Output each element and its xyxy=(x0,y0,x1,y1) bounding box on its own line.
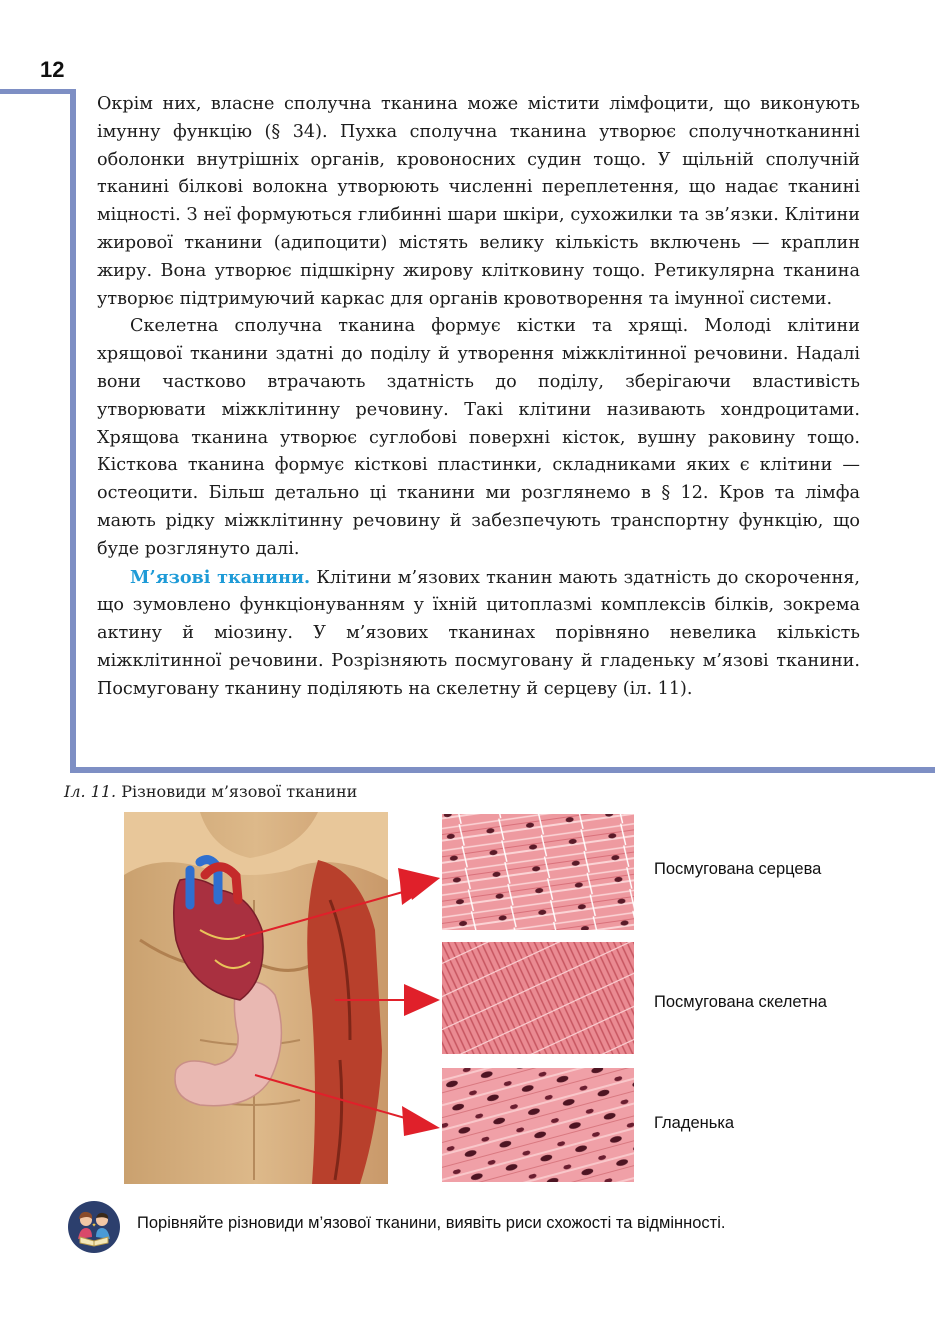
figure-caption xyxy=(64,782,357,801)
paragraph-muscle-tissue xyxy=(97,564,860,704)
label-smooth: Гладенька xyxy=(654,1114,735,1132)
label-cardiac: Посмугована серцева xyxy=(654,860,822,878)
task-instruction: Порівняйте різновиди м’язової тканини, виявіть риси схожості та відмінності. xyxy=(137,1214,726,1232)
figure-number: Іл. 11. xyxy=(64,782,117,801)
frame-bottom-rule xyxy=(70,767,935,773)
students-reading-icon xyxy=(68,1201,120,1253)
paragraph-muscle-text: Клітини м’язових тканин мають здатність до скорочення, що зумовлено функціонуванням у їхній цитоплазмі комплексів білків, зокрема актину й міозину. У м’язових тканинах порівняно невелика кількість міжклітинної речовини. Розрізняють посмуговану й гладеньку м’язові тканини. Посмуговану тканину поділяють на скелетну й серцеву (іл. 11). xyxy=(97,567,860,699)
paragraph-skeletal-connective: Скелетна сполучна тканина формує кістки та хрящі. Молоді клітини хрящової тканини здатні до поділу й утворення міжклітинної речовини. Надалі вони частково втрачають здатність до поділу, зберігаючи властивість утворювати міжклітинну речовину. Такі клітини називають хондроцитами. Хрящова тканина утворює суглобові поверхні кісток, вушну раковину тощо. Кісткова тканина формує кісткові пластинки, складниками яких є клітини — остеоцити. Більш детально ці тканини ми розглянемо в § 12. Кров та лімфа мають рідку міжклітинну речовину й забезпечують транспортну функцію, що буде розглянуто далі. xyxy=(97,316,860,559)
svg-text:✦: ✦ xyxy=(91,1222,97,1229)
cardiac-tissue-panel xyxy=(442,814,634,930)
frame-left-rule xyxy=(70,89,76,772)
skeletal-tissue-panel xyxy=(442,942,634,1054)
paragraph-connective-tissue: Окрім них, власне сполучна тканина може містити лімфоцити, що виконують імунну функцію (§ 34). Пухка сполучна тканина утворює сполучнотканинні оболонки внутрішніх органів, кровоносних судин тощо. У щільній сполучній тканині білкові волокна утворюють численні переплетення, що надає тканині міцності. З неї формуються глибинні шари шкіри, сухожилки та зв’язки. Клітини жирової тканини (адипоцити) містять велику кількість включень — краплин жиру. Вона утворює підшкірну жирову клітковину тощо. Ретикулярна тканина утворює підтримуючий каркас для органів кровотворення та імунної системи. xyxy=(97,94,860,309)
figure-title: Різновиди м’язової тканини xyxy=(116,782,358,801)
label-skeletal: Посмугована скелетна xyxy=(654,993,827,1011)
smooth-tissue-panel xyxy=(442,1068,634,1182)
frame-top-rule xyxy=(0,89,76,94)
page-number: 12 xyxy=(40,57,65,82)
arrow-to-skeletal xyxy=(335,984,440,1016)
body-text xyxy=(97,91,860,704)
torso-illustration xyxy=(124,812,388,1184)
term-muscle-tissues: М’язові тканини. xyxy=(130,566,311,588)
arrow-to-cardiac xyxy=(240,868,440,938)
arrow-to-smooth xyxy=(255,1075,440,1136)
